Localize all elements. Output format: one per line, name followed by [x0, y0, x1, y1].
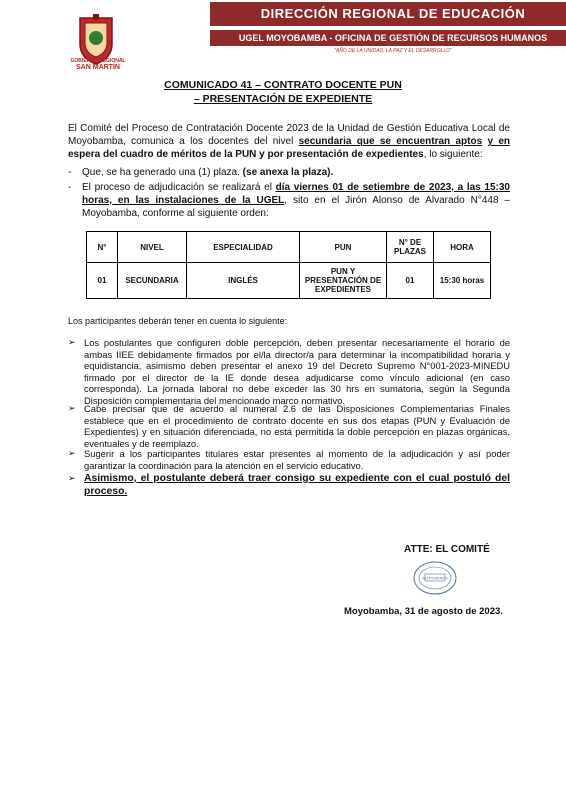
- cell-number: 01: [87, 263, 118, 299]
- cell-specialty: INGLÉS: [187, 263, 300, 299]
- col-time: HORA: [434, 232, 491, 263]
- document-title: [0, 78, 566, 106]
- participants-note: Los participantes deberán tener en cuenta lo siguiente:: [68, 316, 288, 326]
- table-header-row: [87, 232, 491, 263]
- committee-stamp: [412, 560, 458, 596]
- cell-pun: PUN Y PRESENTACIÓN DE EXPEDIENTES: [300, 263, 387, 299]
- bullet-double-perception: ➢ Los postulantes que configuren doble percepción, deben presentar necesariamente el horario de ambas IIEE debidamente firmados por el/la director/a para determinar la incompatibilidad horaria y equidistancia, asimismo deben presentar el anexo 19 del Decreto Supremo N°001-2023-MINEDU firmado por el director de la IE donde desea adjudicarse como vínculo adicional (en caso corresponda). La jornada laboral no debe exceder las 30 hrs en sumatoria, según la Segunda Disposición complementaria del mencionado marco normativo.: [68, 337, 510, 406]
- title-line-1: COMUNICADO 41 – CONTRATO DOCENTE PUN: [164, 79, 402, 91]
- intro-paragraph: El Comité del Proceso de Contratación Docente 2023 de la Unidad de Gestión Educativa Local de Moyobamba, comunica a los docentes del nivel secundaria que se encuentran aptos y en espera del cuadro de méritos de la PUN y por presentación de expedientes, lo siguiente:: [68, 123, 510, 160]
- document-date: Moyobamba, 31 de agosto de 2023.: [344, 606, 503, 617]
- bullet-complementary-provisions: ➢ Cabe precisar que de acuerdo al numeral 2.6 de las Disposiciones Complementarias Finales establece que en el procedimiento de contrato docente en sus dos etapas (PUN y Evaluación de Expedientes) y en situación diferenciada, no está permitida la doble percepción en plazas orgánicas, eventuales y de reemplazo.: [68, 403, 510, 449]
- dash-item-plaza: - Que, se ha generado una (1) plaza. (se anexa la plaza).: [68, 167, 334, 178]
- dash-item-adjudication: - El proceso de adjudicación se realizará el día viernes 01 de setiembre de 2023, a las 15:30 horas, en las instalaciones de la UGEL, sito en el Jirón Alonso de Alvarado N°448 – Moyobamba, conforme al siguiente orden:: [68, 182, 510, 219]
- cell-level: SECUNDARIA: [118, 263, 187, 299]
- arrow-bullet-icon: ➢: [68, 337, 76, 347]
- vacancy-table: [86, 231, 491, 299]
- signature-committee: ATTE: EL COMITÉ: [404, 544, 490, 555]
- arrow-bullet-icon: ➢: [68, 448, 76, 458]
- bullet-attendance: ➢ Sugerir a los participantes titulares estar presentes al momento de la adjudicación y así poder garantizar la coordinación para la atención en el servicio educativo.: [68, 448, 510, 471]
- title-line-2: – PRESENTACIÓN DE EXPEDIENTE: [193, 93, 373, 105]
- col-vacancies: N° DE PLAZAS: [387, 232, 434, 263]
- header-band-title: DIRECCIÓN REGIONAL DE EDUCACIÓN: [210, 2, 566, 26]
- year-motto: "AÑO DE LA UNIDAD, LA PAZ Y EL DESARROLLO": [334, 48, 452, 54]
- col-pun: PUN: [300, 232, 387, 263]
- arrow-bullet-icon: ➢: [68, 473, 76, 483]
- letterhead: [62, 0, 548, 80]
- svg-text:AUTÓGRAFO: AUTÓGRAFO: [422, 575, 448, 581]
- table-row: [87, 263, 491, 299]
- arrow-bullet-icon: ➢: [68, 403, 76, 413]
- cell-time: 15:30 horas: [434, 263, 491, 299]
- col-number: N°: [87, 232, 118, 263]
- col-level: NIVEL: [118, 232, 187, 263]
- cell-vacancies: 01: [387, 263, 434, 299]
- bullet-bring-file: ➢ Asimismo, el postulante deberá traer consigo su expediente con el cual postuló del proceso.: [68, 473, 510, 497]
- header-band-subtitle: UGEL MOYOBAMBA - OFICINA DE GESTIÓN DE RECURSOS HUMANOS: [210, 30, 566, 46]
- logo-caption: GOBIERNO REGIONAL SAN MARTÍN: [70, 58, 126, 71]
- col-specialty: ESPECIALIDAD: [187, 232, 300, 263]
